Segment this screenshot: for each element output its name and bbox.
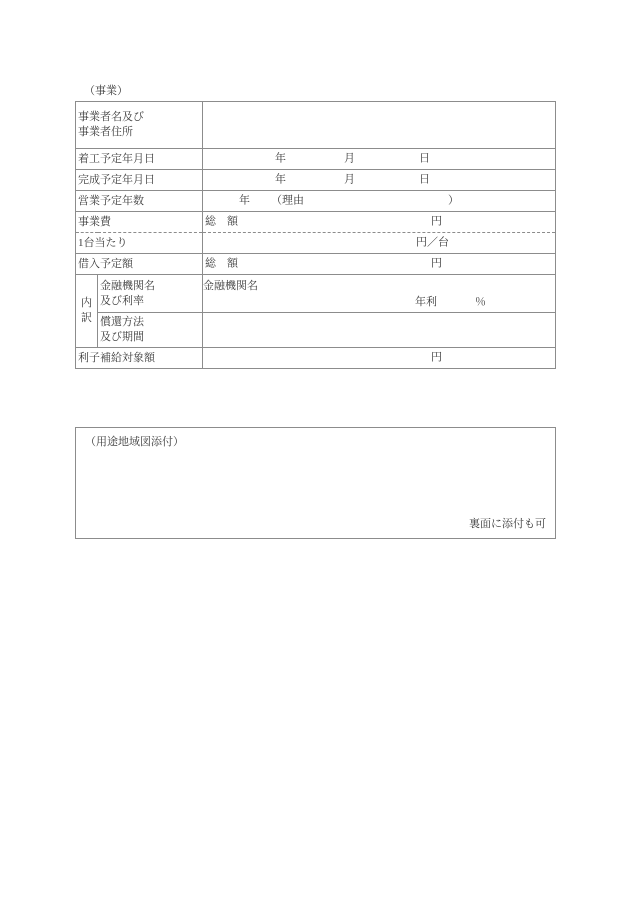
operation-years-unit: 年 — [239, 194, 250, 207]
label-business-name-line2: 事業者住所 — [78, 126, 133, 138]
completion-date-month-unit: 月 — [344, 173, 355, 186]
label-project-cost — [76, 212, 203, 233]
attachment-caption: （用途地域図添付） — [85, 436, 184, 448]
label-business-name — [76, 102, 203, 149]
bank-rate-row — [203, 294, 555, 310]
table-row-per-unit-cost — [76, 233, 556, 254]
label-operation-years — [76, 191, 203, 212]
bank-name-value: 金融機関名 — [203, 280, 258, 292]
section-caption: （事業） — [84, 85, 128, 97]
project-cost-currency-unit: 円 — [431, 215, 442, 228]
attachment-box[interactable] — [75, 427, 556, 539]
label-per-unit-cost-text: 1台当たり — [78, 236, 128, 249]
attachment-note: 裏面に添付も可 — [469, 518, 546, 530]
loan-amount-total-label: 総 額 — [205, 257, 238, 270]
table-row-completion-date — [76, 170, 556, 191]
operation-years-reason-close: ） — [448, 194, 459, 207]
label-loan-amount — [76, 254, 203, 275]
table-row-bank-and-rate — [76, 275, 556, 313]
field-project-cost-total[interactable] — [203, 212, 556, 233]
field-per-unit-cost[interactable] — [203, 233, 556, 254]
field-repayment[interactable] — [203, 313, 556, 348]
operation-years-reason-open: （理由 — [271, 194, 304, 207]
table-row-business-name — [76, 102, 556, 149]
label-start-date — [76, 149, 203, 170]
table-row-operation-years — [76, 191, 556, 212]
start-date-year-unit: 年 — [275, 152, 286, 165]
bank-rate-unit: ％ — [475, 296, 486, 308]
label-bank-and-rate-line2: 及び利率 — [100, 294, 144, 307]
label-interest-subsidy — [76, 348, 203, 369]
start-date-day-unit: 日 — [419, 152, 430, 165]
label-breakdown-group — [76, 275, 98, 348]
label-operation-years-text: 営業予定年数 — [78, 194, 144, 207]
table-row-project-cost — [76, 212, 556, 233]
table-row-loan-amount — [76, 254, 556, 275]
label-breakdown-line2: 訳 — [81, 312, 92, 324]
label-breakdown-line1: 内 — [81, 297, 92, 309]
label-completion-date — [76, 170, 203, 191]
label-bank-and-rate — [98, 275, 203, 313]
label-repayment-line1: 償還方法 — [100, 316, 144, 328]
field-completion-date[interactable] — [203, 170, 556, 191]
field-interest-subsidy[interactable] — [203, 348, 556, 369]
start-date-month-unit: 月 — [344, 152, 355, 165]
field-bank-and-rate[interactable] — [203, 275, 556, 313]
business-form-table — [75, 101, 556, 369]
field-business-name[interactable] — [203, 102, 556, 149]
label-interest-subsidy-text: 利子補給対象額 — [78, 351, 155, 364]
label-loan-amount-text: 借入予定額 — [78, 257, 133, 270]
bank-rate-label: 年利 — [415, 296, 437, 308]
table-row-repayment — [76, 313, 556, 348]
label-business-name-line1: 事業者名及び — [78, 111, 144, 123]
label-per-unit-cost — [76, 233, 203, 254]
label-repayment — [98, 313, 203, 348]
loan-amount-currency-unit: 円 — [431, 257, 442, 270]
completion-date-day-unit: 日 — [419, 173, 430, 186]
table-row-interest-subsidy — [76, 348, 556, 369]
label-project-cost-text: 事業費 — [78, 215, 111, 228]
completion-date-year-unit: 年 — [275, 173, 286, 186]
label-start-date-text: 着工予定年月日 — [78, 152, 155, 165]
field-loan-amount-total[interactable] — [203, 254, 556, 275]
label-completion-date-text: 完成予定年月日 — [78, 173, 155, 186]
label-repayment-line2: 及び期間 — [100, 331, 144, 343]
project-cost-total-label: 総 額 — [205, 215, 238, 228]
table-row-start-date — [76, 149, 556, 170]
interest-subsidy-currency-unit: 円 — [431, 351, 442, 364]
per-unit-currency-unit: 円／台 — [416, 236, 449, 249]
label-bank-and-rate-line1: 金融機関名 — [100, 279, 155, 292]
field-operation-years[interactable] — [203, 191, 556, 212]
field-start-date[interactable] — [203, 149, 556, 170]
